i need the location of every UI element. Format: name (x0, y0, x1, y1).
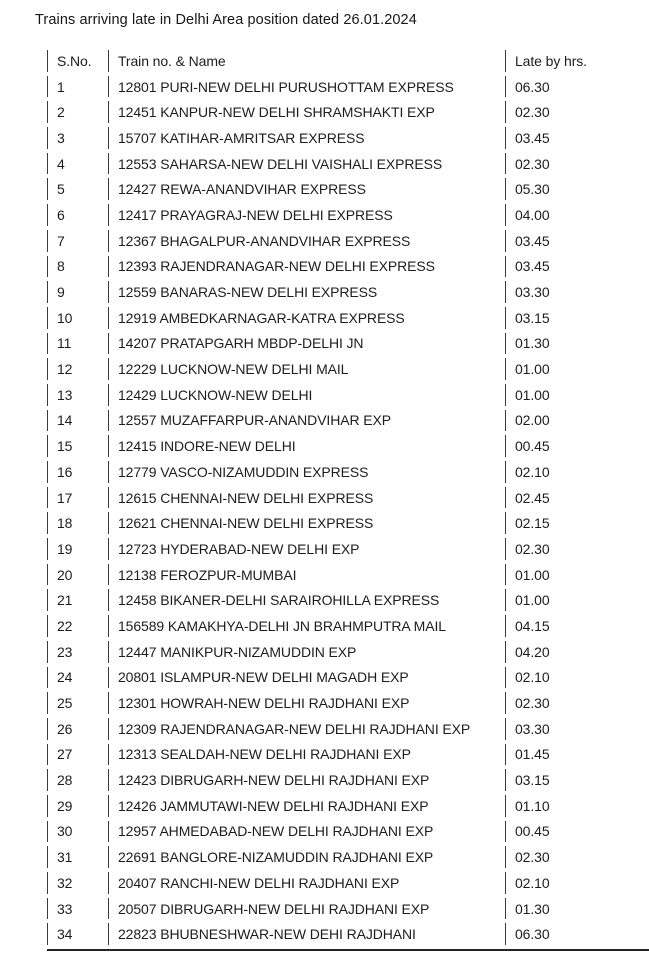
row-train-number-and-name-cell: 12138 FEROZPUR-MUMBAI (108, 564, 505, 586)
late-trains-table (47, 46, 649, 951)
row-late-by-hours-cell: 01.30 (505, 898, 649, 920)
row-late-by-hours-cell: 00.45 (505, 435, 649, 457)
row-train-number-and-name-cell: 12313 SEALDAH-NEW DELHI RAJDHANI EXP (108, 744, 505, 766)
row-late-by-hours-cell: 01.10 (505, 795, 649, 817)
row-serial-number-cell: 21 (47, 589, 108, 611)
row-train-number-and-name-cell: 12621 CHENNAI-NEW DELHI EXPRESS (108, 512, 505, 534)
row-serial-number-cell: 32 (47, 872, 108, 894)
row-train-number-and-name-cell: 12426 JAMMUTAWI-NEW DELHI RAJDHANI EXP (108, 795, 505, 817)
row-train-number-and-name-cell: 12415 INDORE-NEW DELHI (108, 435, 505, 457)
row-late-by-hours-cell: 05.30 (505, 178, 649, 200)
row-serial-number-cell: 2 (47, 101, 108, 123)
row-late-by-hours-cell: 03.45 (505, 230, 649, 252)
row-late-by-hours-cell: 02.15 (505, 512, 649, 534)
row-serial-number-cell: 30 (47, 821, 108, 843)
row-train-number-and-name-cell: 12557 MUZAFFARPUR-ANANDVIHAR EXP (108, 410, 505, 432)
column-header-sno: S.No. (47, 50, 108, 72)
row-train-number-and-name-cell: 20507 DIBRUGARH-NEW DELHI RAJDHANI EXP (108, 898, 505, 920)
table-row (47, 769, 649, 791)
row-train-number-and-name-cell: 14207 PRATAPGARH MBDP-DELHI JN (108, 333, 505, 355)
row-train-number-and-name-cell: 12417 PRAYAGRAJ-NEW DELHI EXPRESS (108, 204, 505, 226)
row-serial-number-cell: 1 (47, 76, 108, 98)
table-row (47, 204, 649, 226)
table-row (47, 846, 649, 868)
row-late-by-hours-cell: 03.30 (505, 281, 649, 303)
row-serial-number-cell: 3 (47, 127, 108, 149)
row-train-number-and-name-cell: 12301 HOWRAH-NEW DELHI RAJDHANI EXP (108, 692, 505, 714)
row-serial-number-cell: 6 (47, 204, 108, 226)
row-late-by-hours-cell: 01.30 (505, 333, 649, 355)
row-late-by-hours-cell: 03.15 (505, 769, 649, 791)
column-header-train-name: Train no. & Name (108, 50, 505, 72)
row-serial-number-cell: 17 (47, 487, 108, 509)
row-train-number-and-name-cell: 12559 BANARAS-NEW DELHI EXPRESS (108, 281, 505, 303)
row-train-number-and-name-cell: 12801 PURI-NEW DELHI PURUSHOTTAM EXPRESS (108, 76, 505, 98)
table-row (47, 281, 649, 303)
row-serial-number-cell: 29 (47, 795, 108, 817)
table-row (47, 230, 649, 252)
row-late-by-hours-cell: 01.00 (505, 564, 649, 586)
table-row (47, 898, 649, 920)
table-row (47, 538, 649, 560)
row-late-by-hours-cell: 01.45 (505, 744, 649, 766)
row-train-number-and-name-cell: 12429 LUCKNOW-NEW DELHI (108, 384, 505, 406)
table-row (47, 307, 649, 329)
row-train-number-and-name-cell: 22691 BANGLORE-NIZAMUDDIN RAJDHANI EXP (108, 846, 505, 868)
row-late-by-hours-cell: 02.10 (505, 667, 649, 689)
table-row (47, 512, 649, 534)
table-row (47, 76, 649, 98)
table-row (47, 692, 649, 714)
row-train-number-and-name-cell: 12451 KANPUR-NEW DELHI SHRAMSHAKTI EXP (108, 101, 505, 123)
table-row (47, 127, 649, 149)
row-train-number-and-name-cell: 15707 KATIHAR-AMRITSAR EXPRESS (108, 127, 505, 149)
table-row (47, 153, 649, 175)
row-train-number-and-name-cell: 12367 BHAGALPUR-ANANDVIHAR EXPRESS (108, 230, 505, 252)
row-late-by-hours-cell: 04.00 (505, 204, 649, 226)
row-serial-number-cell: 12 (47, 358, 108, 380)
row-serial-number-cell: 33 (47, 898, 108, 920)
table-row (47, 872, 649, 894)
row-serial-number-cell: 26 (47, 718, 108, 740)
table-row (47, 410, 649, 432)
row-serial-number-cell: 31 (47, 846, 108, 868)
row-serial-number-cell: 4 (47, 153, 108, 175)
table-row (47, 923, 649, 945)
row-late-by-hours-cell: 03.30 (505, 718, 649, 740)
row-late-by-hours-cell: 06.30 (505, 76, 649, 98)
row-late-by-hours-cell: 02.30 (505, 153, 649, 175)
row-serial-number-cell: 27 (47, 744, 108, 766)
table-row (47, 795, 649, 817)
row-late-by-hours-cell: 06.30 (505, 923, 649, 945)
table-row (47, 384, 649, 406)
row-serial-number-cell: 20 (47, 564, 108, 586)
row-serial-number-cell: 34 (47, 923, 108, 945)
row-late-by-hours-cell: 02.45 (505, 487, 649, 509)
row-serial-number-cell: 24 (47, 667, 108, 689)
table-header-row (47, 50, 649, 72)
table-row (47, 256, 649, 278)
table-row (47, 589, 649, 611)
row-late-by-hours-cell: 03.45 (505, 256, 649, 278)
column-header-late-by-hrs: Late by hrs. (505, 50, 649, 72)
row-train-number-and-name-cell: 12447 MANIKPUR-NIZAMUDDIN EXP (108, 641, 505, 663)
row-train-number-and-name-cell: 12615 CHENNAI-NEW DELHI EXPRESS (108, 487, 505, 509)
row-serial-number-cell: 7 (47, 230, 108, 252)
row-serial-number-cell: 11 (47, 333, 108, 355)
row-train-number-and-name-cell: 12919 AMBEDKARNAGAR-KATRA EXPRESS (108, 307, 505, 329)
row-train-number-and-name-cell: 12229 LUCKNOW-NEW DELHI MAIL (108, 358, 505, 380)
table-row (47, 615, 649, 637)
row-serial-number-cell: 10 (47, 307, 108, 329)
row-train-number-and-name-cell: 22823 BHUBNESHWAR-NEW DEHI RAJDHANI (108, 923, 505, 945)
row-serial-number-cell: 19 (47, 538, 108, 560)
row-train-number-and-name-cell: 12458 BIKANER-DELHI SARAIROHILLA EXPRESS (108, 589, 505, 611)
row-serial-number-cell: 5 (47, 178, 108, 200)
row-late-by-hours-cell: 03.45 (505, 127, 649, 149)
row-serial-number-cell: 25 (47, 692, 108, 714)
row-serial-number-cell: 15 (47, 435, 108, 457)
row-serial-number-cell: 9 (47, 281, 108, 303)
row-late-by-hours-cell: 02.30 (505, 538, 649, 560)
row-serial-number-cell: 16 (47, 461, 108, 483)
row-serial-number-cell: 8 (47, 256, 108, 278)
table-row (47, 487, 649, 509)
row-late-by-hours-cell: 02.00 (505, 410, 649, 432)
row-late-by-hours-cell: 00.45 (505, 821, 649, 843)
table-row (47, 744, 649, 766)
row-train-number-and-name-cell: 12423 DIBRUGARH-NEW DELHI RAJDHANI EXP (108, 769, 505, 791)
row-serial-number-cell: 22 (47, 615, 108, 637)
table-row (47, 358, 649, 380)
row-serial-number-cell: 28 (47, 769, 108, 791)
table-row (47, 178, 649, 200)
table-row (47, 435, 649, 457)
row-late-by-hours-cell: 02.30 (505, 846, 649, 868)
page-title: Trains arriving late in Delhi Area position dated 26.01.2024 (35, 12, 417, 28)
row-late-by-hours-cell: 04.15 (505, 615, 649, 637)
row-train-number-and-name-cell: 12553 SAHARSA-NEW DELHI VAISHALI EXPRESS (108, 153, 505, 175)
table-row (47, 641, 649, 663)
table-body (47, 76, 649, 945)
row-serial-number-cell: 13 (47, 384, 108, 406)
row-train-number-and-name-cell: 12427 REWA-ANANDVIHAR EXPRESS (108, 178, 505, 200)
row-serial-number-cell: 18 (47, 512, 108, 534)
row-late-by-hours-cell: 03.15 (505, 307, 649, 329)
row-train-number-and-name-cell: 12393 RAJENDRANAGAR-NEW DELHI EXPRESS (108, 256, 505, 278)
table-row (47, 564, 649, 586)
row-late-by-hours-cell: 04.20 (505, 641, 649, 663)
table-row (47, 718, 649, 740)
row-late-by-hours-cell: 02.10 (505, 872, 649, 894)
row-serial-number-cell: 23 (47, 641, 108, 663)
row-train-number-and-name-cell: 20407 RANCHI-NEW DELHI RAJDHANI EXP (108, 872, 505, 894)
row-late-by-hours-cell: 01.00 (505, 589, 649, 611)
row-serial-number-cell: 14 (47, 410, 108, 432)
table-row (47, 461, 649, 483)
row-train-number-and-name-cell: 12309 RAJENDRANAGAR-NEW DELHI RAJDHANI EXP (108, 718, 505, 740)
row-train-number-and-name-cell: 156589 KAMAKHYA-DELHI JN BRAHMPUTRA MAIL (108, 615, 505, 637)
row-late-by-hours-cell: 02.30 (505, 101, 649, 123)
row-late-by-hours-cell: 02.10 (505, 461, 649, 483)
row-train-number-and-name-cell: 12723 HYDERABAD-NEW DELHI EXP (108, 538, 505, 560)
row-train-number-and-name-cell: 12779 VASCO-NIZAMUDDIN EXPRESS (108, 461, 505, 483)
row-late-by-hours-cell: 01.00 (505, 384, 649, 406)
row-late-by-hours-cell: 02.30 (505, 692, 649, 714)
row-late-by-hours-cell: 01.00 (505, 358, 649, 380)
table-row (47, 667, 649, 689)
table-row (47, 821, 649, 843)
table-row (47, 333, 649, 355)
row-train-number-and-name-cell: 20801 ISLAMPUR-NEW DELHI MAGADH EXP (108, 667, 505, 689)
row-train-number-and-name-cell: 12957 AHMEDABAD-NEW DELHI RAJDHANI EXP (108, 821, 505, 843)
table-row (47, 101, 649, 123)
